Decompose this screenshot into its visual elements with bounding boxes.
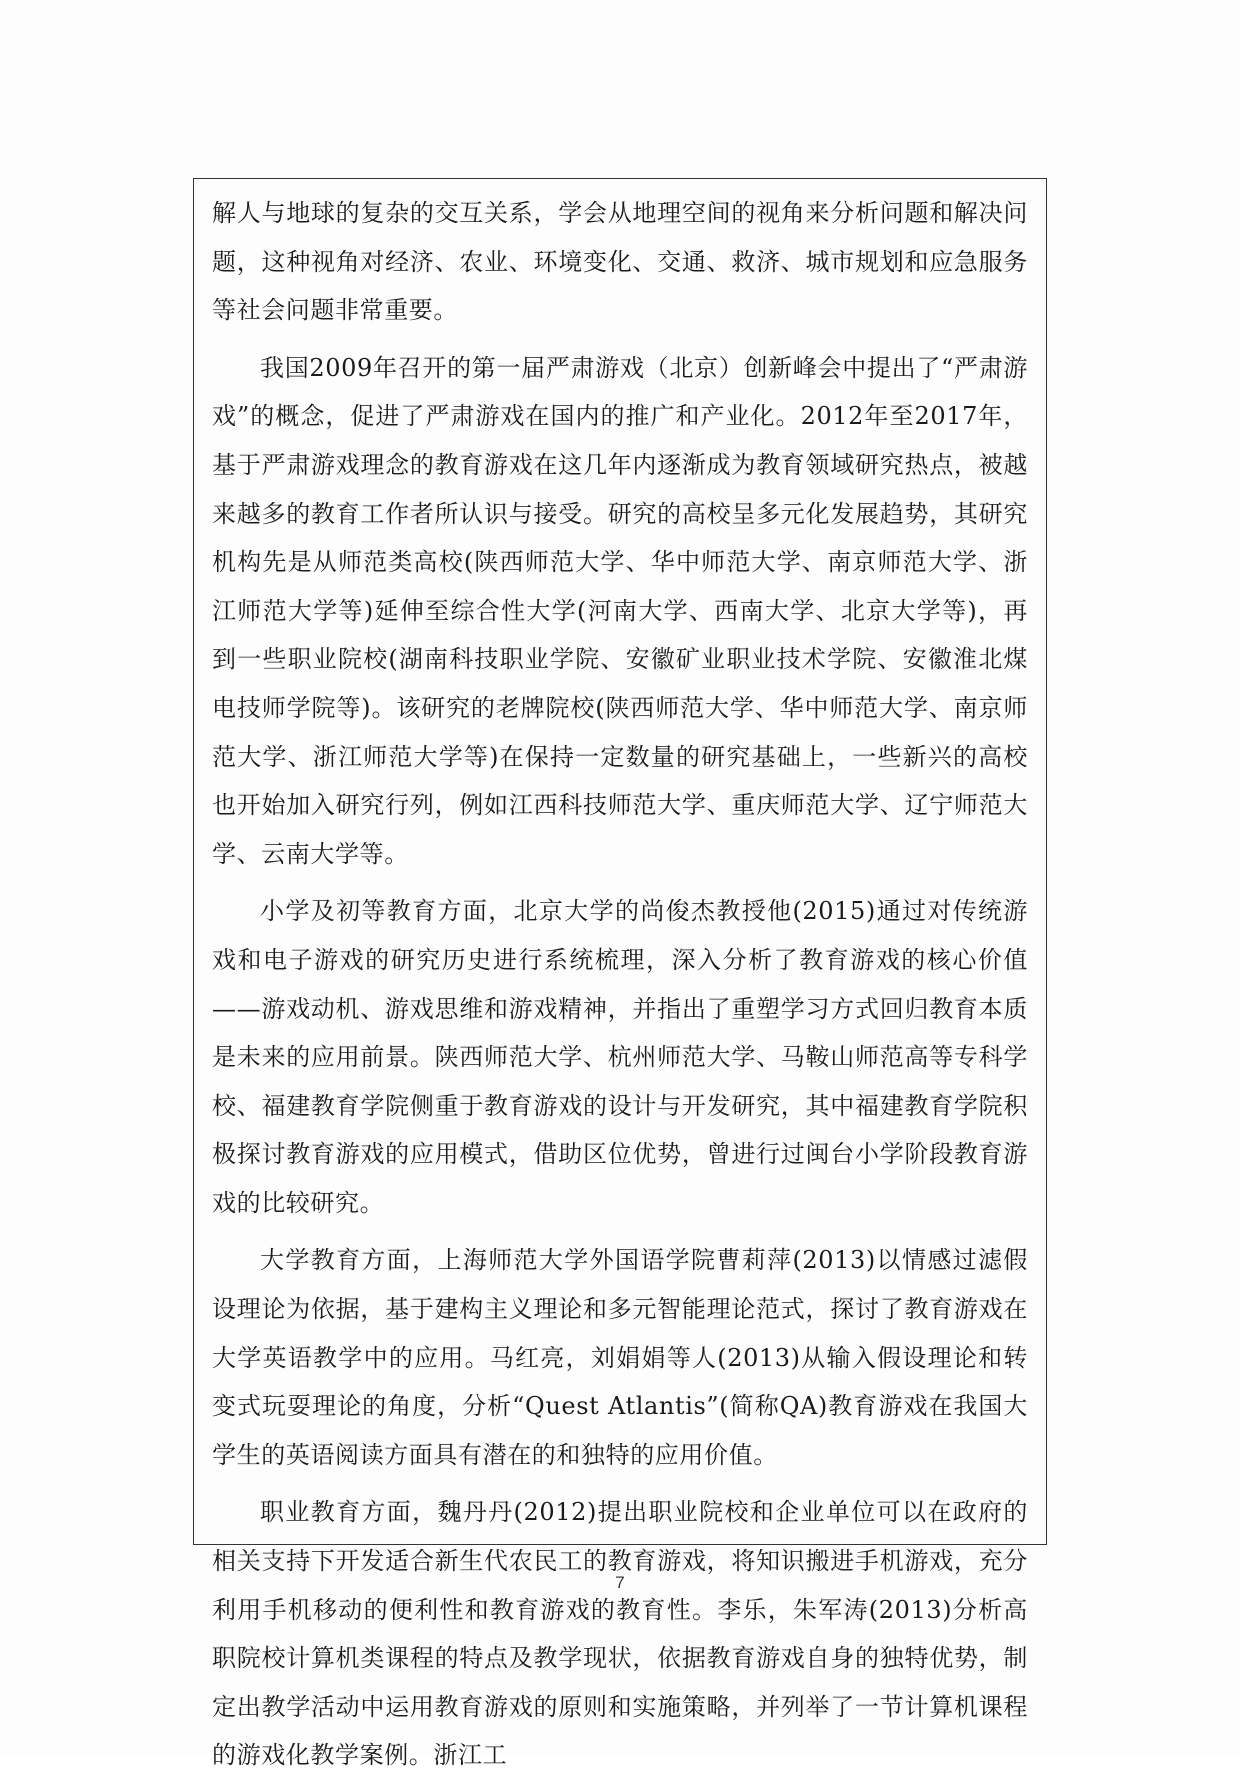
paragraph-serious-games-overview: 我国2009年召开的第一届严肃游戏（北京）创新峰会中提出了“严肃游戏”的概念，促进了严肃游戏在国内的推广和产业化。2012年至2017年，基于严肃游戏理念的教育游戏在这几年内逐渐成为教育领域研究热点，被越来越多的教育工作者所认识与接受。研究的高校呈多元化发展趋势，其研究机构先是从师范类高校(陕西师范大学、华中师范大学、南京师范大学、浙江师范大学等)延伸至综合性大学(河南大学、西南大学、北京大学等)，再到一些职业院校(湖南科技职业学院、安徽矿业职业技术学院、安徽淮北煤电技师学院等)。该研究的老牌院校(陕西师范大学、华中师范大学、南京师范大学、浙江师范大学等)在保持一定数量的研究基础上，一些新兴的高校也开始加入研究行列，例如江西科技师范大学、重庆师范大学、辽宁师范大学、云南大学等。 xyxy=(212,353,1028,868)
paragraph-university-education: 大学教育方面，上海师范大学外国语学院曹莉萍(2013)以情感过滤假设理论为依据，基于建构主义理论和多元智能理论范式，探讨了教育游戏在大学英语教学中的应用。马红亮，刘娟娟等人(2013)从输入假设理论和转变式玩耍理论的角度，分析“Quest Atlantis”(简称QA)教育游戏在我国大学生的英语阅读方面具有潜在的和独特的应用价值。 xyxy=(212,1246,1028,1469)
paragraph-vocational-education: 职业教育方面，魏丹丹(2012)提出职业院校和企业单位可以在政府的相关支持下开发适合新生代农民工的教育游戏，将知识搬进手机游戏，充分利用手机移动的便利性和教育游戏的教育性。李乐，朱军涛(2013)分析高职院校计算机类课程的特点及教学现状，依据教育游戏自身的独特优势，制定出教学活动中运用教育游戏的原则和实施策略，并列举了一节计算机课程的游戏化教学案例。浙江工 xyxy=(212,1498,1028,1770)
page-number: 7 xyxy=(615,1573,625,1592)
paragraph-primary-education: 小学及初等教育方面，北京大学的尚俊杰教授他(2015)通过对传统游戏和电子游戏的研究历史进行系统梳理，深入分析了教育游戏的核心价值——游戏动机、游戏思维和游戏精神，并指出了重塑学习方式回归教育本质是未来的应用前景。陕西师范大学、杭州师范大学、马鞍山师范高等专科学校、福建教育学院侧重于教育游戏的设计与开发研究，其中福建教育学院积极探讨教育游戏的应用模式，借助区位优势，曾进行过闽台小学阶段教育游戏的比较研究。 xyxy=(212,897,1028,1217)
paragraph-continued: 解人与地球的复杂的交互关系，学会从地理空间的视角来分析问题和解决问题，这种视角对经济、农业、环境变化、交通、救济、城市规划和应急服务等社会问题非常重要。 xyxy=(212,199,1028,325)
bordered-text-frame xyxy=(193,178,1047,1770)
